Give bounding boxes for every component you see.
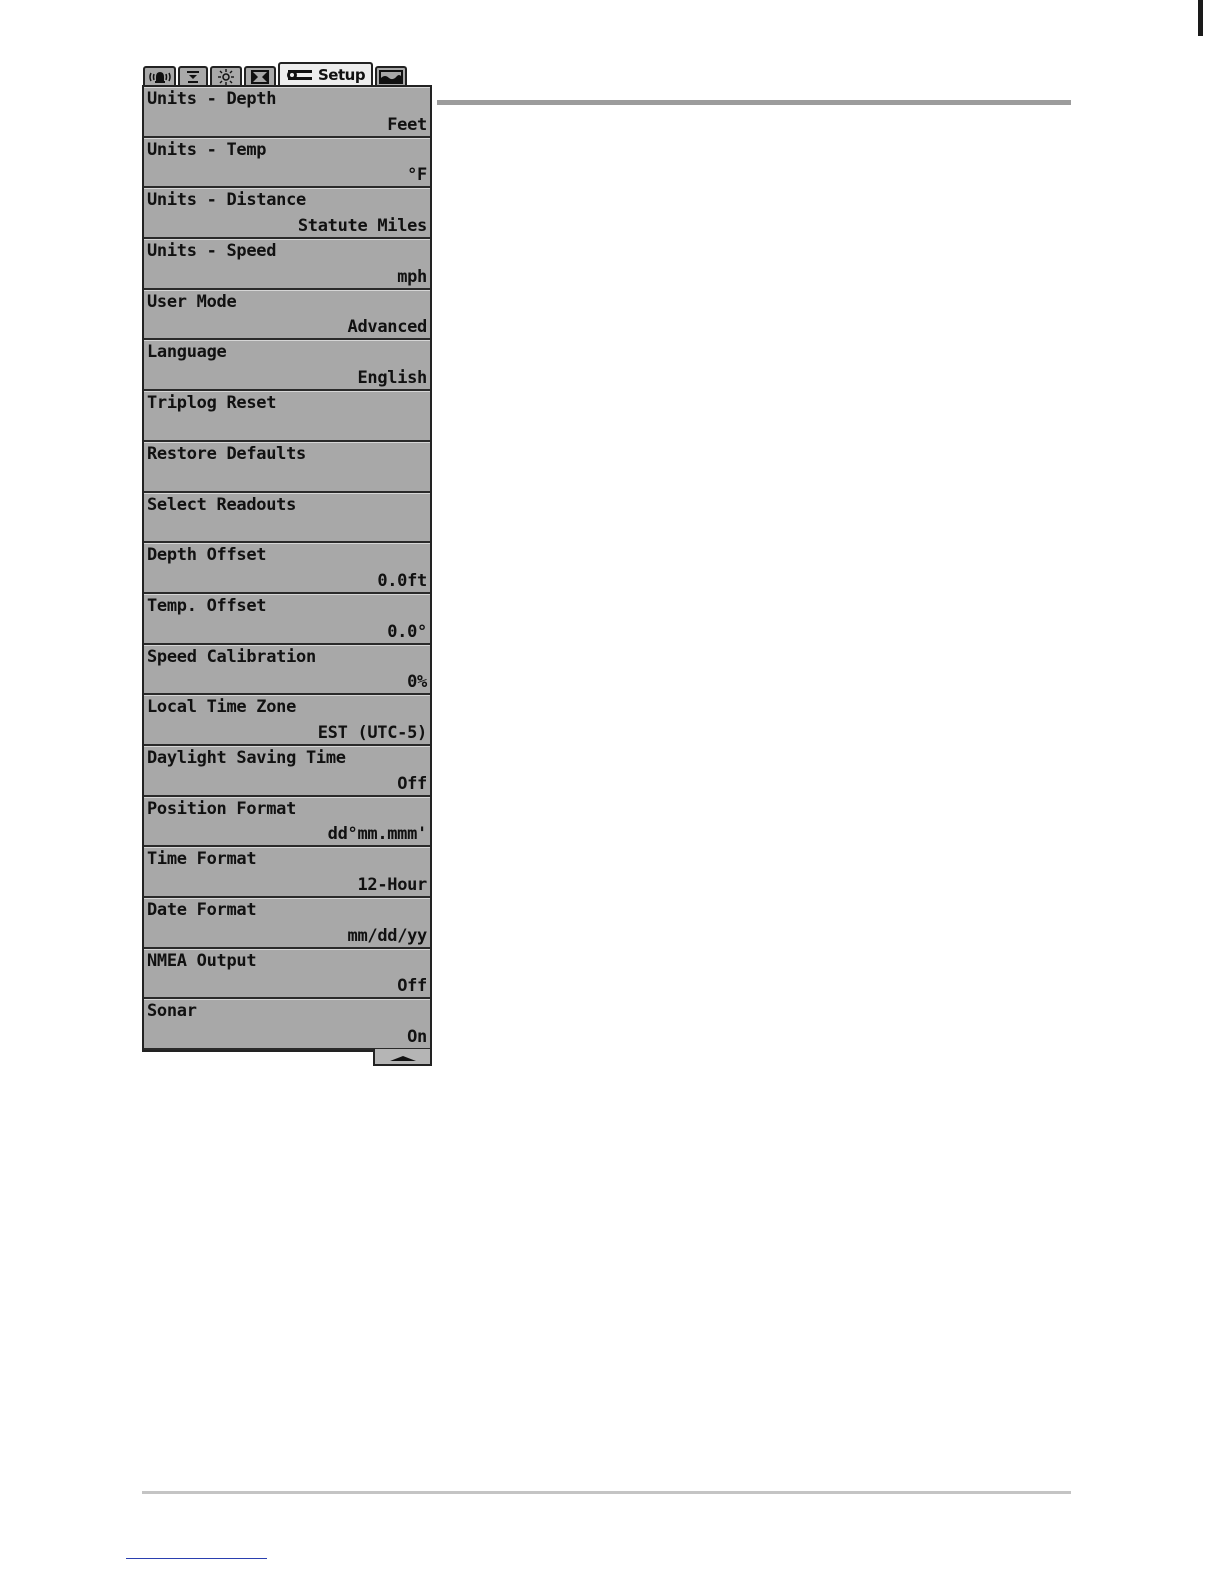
menu-item[interactable]: [144, 493, 430, 544]
menu-item-value: 0.0ft: [377, 570, 427, 591]
setup-wrench-icon: [286, 68, 314, 82]
menu-item-value: °F: [407, 165, 427, 186]
menu-item-value: Off: [397, 976, 427, 997]
menu-item[interactable]: [144, 898, 430, 949]
menu-item[interactable]: [144, 746, 430, 797]
menu-item-label: Language: [147, 342, 227, 363]
menu-item-value: 12-Hour: [357, 875, 427, 895]
tab-setup-label: Setup: [318, 66, 366, 84]
menu-item[interactable]: [144, 138, 430, 189]
menu-item[interactable]: [144, 340, 430, 391]
brightness-icon: [217, 69, 235, 85]
menu-item-label: Time Format: [147, 849, 257, 870]
menu-item-value: dd°mm.mmm': [327, 824, 427, 845]
scroll-up-button[interactable]: [373, 1049, 432, 1066]
menu-item[interactable]: [144, 797, 430, 848]
menu-item-label: Depth Offset: [147, 545, 267, 566]
menu-item-value: Advanced: [347, 317, 427, 338]
chart-icon: [379, 70, 403, 84]
menu-item[interactable]: [144, 695, 430, 746]
menu-item-label: Sonar: [147, 1001, 197, 1022]
menu-item[interactable]: [144, 645, 430, 696]
setup-menu: [142, 85, 432, 1052]
menu-item-label: Triplog Reset: [147, 393, 277, 414]
menu-item[interactable]: [144, 87, 430, 138]
tab-setup[interactable]: [278, 62, 373, 86]
menu-item[interactable]: [144, 847, 430, 898]
menu-item-label: Units - Temp: [147, 139, 267, 160]
tab-chart[interactable]: [375, 66, 407, 86]
tab-sonar[interactable]: [178, 66, 208, 86]
menu-item-value: Off: [397, 773, 427, 794]
menu-item[interactable]: [144, 391, 430, 442]
menu-item[interactable]: [144, 442, 430, 493]
menu-item-label: NMEA Output: [147, 950, 257, 971]
tab-brightness[interactable]: [210, 66, 242, 86]
menu-item-value: On: [407, 1027, 427, 1048]
tab-alarms[interactable]: [143, 66, 176, 86]
footer-link-underline: [126, 1558, 267, 1559]
menu-item-label: Temp. Offset: [147, 595, 267, 616]
menu-item-value: 0.0°: [387, 621, 427, 642]
menu-item[interactable]: [144, 949, 430, 1000]
menu-item-label: Units - Depth: [147, 89, 277, 109]
sonar-icon: [183, 70, 203, 84]
menu-item-value: EST (UTC-5): [317, 722, 427, 743]
tab-views[interactable]: [244, 66, 276, 86]
menu-item[interactable]: [144, 999, 430, 1050]
menu-tabs: [143, 62, 409, 86]
menu-item-value: mph: [397, 266, 427, 287]
menu-item-label: Units - Distance: [147, 190, 306, 211]
header-rule: [437, 100, 1071, 105]
menu-item[interactable]: [144, 188, 430, 239]
view-icon: [250, 70, 270, 84]
alarm-bell-icon: [147, 70, 173, 84]
menu-item-label: Select Readouts: [147, 494, 297, 515]
menu-item-label: Local Time Zone: [147, 697, 297, 718]
menu-item[interactable]: [144, 290, 430, 341]
menu-item-value: Feet: [387, 114, 427, 135]
menu-item-label: Restore Defaults: [147, 443, 306, 464]
menu-item-value: Statute Miles: [297, 216, 427, 237]
menu-item-label: Speed Calibration: [147, 646, 316, 667]
menu-item[interactable]: [144, 594, 430, 645]
menu-item-label: Position Format: [147, 798, 297, 819]
footer-rule: [142, 1491, 1071, 1494]
menu-item-value: English: [357, 368, 427, 389]
menu-item[interactable]: [144, 543, 430, 594]
menu-item-label: User Mode: [147, 291, 237, 312]
page-edge-marker: [1198, 0, 1203, 36]
menu-item-label: Date Format: [147, 900, 257, 920]
menu-item[interactable]: [144, 239, 430, 290]
menu-item-value: 0%: [407, 672, 427, 693]
menu-item-label: Units - Speed: [147, 241, 277, 262]
menu-item-label: Daylight Saving Time: [147, 747, 346, 768]
scroll-up-icon: [388, 1047, 418, 1066]
menu-item-value: mm/dd/yy: [347, 925, 427, 946]
